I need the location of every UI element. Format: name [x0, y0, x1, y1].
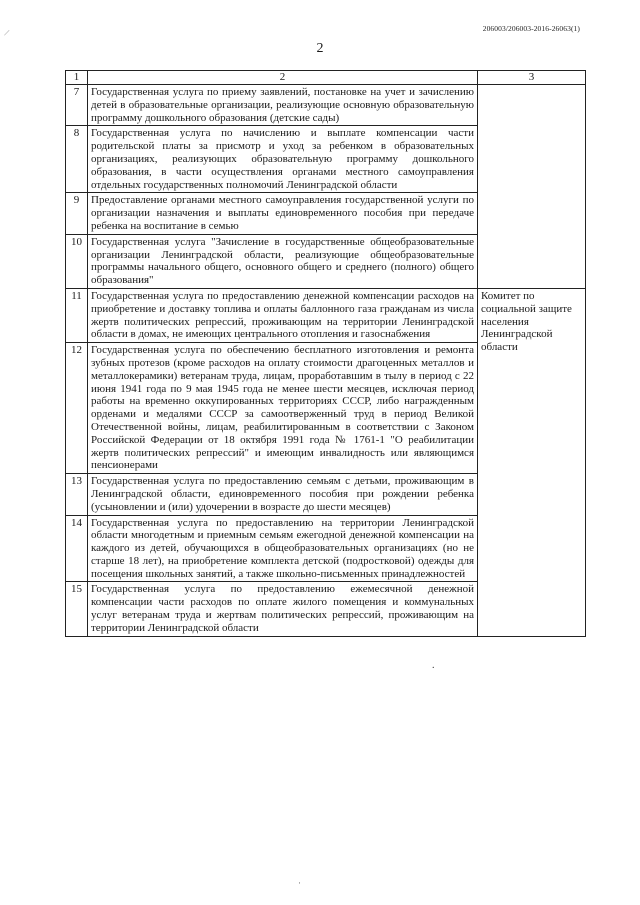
row-number: 12	[66, 343, 88, 474]
document-id: 206003/206003-2016-26063(1)	[482, 24, 580, 33]
margin-mark: /	[2, 27, 10, 40]
page-number: 2	[316, 41, 324, 56]
service-name: Государственная услуга по предоставлению на территории Ленинградской области многодетным и приемным семьям ежегодной денежной компенсации на каждого из детей, обучающихся в общеобразовательных организациях (но не старше 18 лет), на приобретение комплекта детской (подростковой) одежды для посещения школьных занятий, а также школьно-письменных принадлежностей	[88, 515, 478, 582]
service-name: Государственная услуга "Зачисление в государственные общеобразовательные организации Ленинградской области, реализующие общеобразовательные программы начального общего, основного общего и среднего (полного) общего образования"	[88, 234, 478, 288]
service-name: Предоставление органами местного самоуправления государственной услуги по организации назначения и выплаты единовременного пособия при передаче ребенка на воспитание в семью	[88, 193, 478, 234]
column-header: 2	[88, 71, 478, 85]
service-name: Государственная услуга по обеспечению бесплатного изготовления и ремонта зубных протезов (кроме расходов на оплату стоимости драгоценных металлов и металлокерамики) ветеранам труда, лицам, проработавшим в тылу в период с 22 июня 1941 года по 9 мая 1945 года не менее шести месяцев, исключая период работы на временно оккупированных территориях СССР, либо награжденным орденами и медалями СССР за самоотверженный труд в период Великой Отечественной войны, лицам, реабилитированным в соответствии с Законом Российской Федерации от 18 октября 1991 года № 1761-1 "О реабилитации жертв политических репрессий" и имеющим инвалидность или являющимся пенсионерами	[88, 343, 478, 474]
row-number: 15	[66, 582, 88, 636]
row-number: 7	[66, 85, 88, 126]
table-header-row	[66, 71, 586, 85]
row-number: 10	[66, 234, 88, 288]
row-number: 13	[66, 474, 88, 515]
row-number: 11	[66, 288, 88, 342]
column-header: 1	[66, 71, 88, 85]
column-header: 3	[478, 71, 586, 85]
service-name: Государственная услуга по предоставлению семьям с детьми, проживающим в Ленинградской области, единовременного пособия при рождении ребенка (усыновлении и (или) удочерении в возрасте до шести месяцев)	[88, 474, 478, 515]
services-table	[65, 70, 586, 637]
agency-cell	[478, 85, 586, 289]
row-number: 14	[66, 515, 88, 582]
table-row	[66, 85, 586, 126]
table-row	[66, 288, 586, 342]
service-name: Государственная услуга по начислению и выплате компенсации части родительской платы за присмотр и уход за ребенком в образовательных организациях, реализующих образовательную программу дошкольного образования, в части осуществления органами местного самоуправления отдельных государственных полномочий Ленинградской области	[88, 126, 478, 193]
agency-cell: Комитет по социальной защите населения Ленинградской области	[478, 288, 586, 636]
service-name: Государственная услуга по предоставлению ежемесячной денежной компенсации части расходов по оплате жилого помещения и коммунальных услуг ветеранам труда и жертвам политических репрессий, проживающим на территории Ленинградской области	[88, 582, 478, 636]
stray-mark: ·	[298, 878, 301, 888]
row-number: 8	[66, 126, 88, 193]
row-number: 9	[66, 193, 88, 234]
service-name: Государственная услуга по приему заявлений, постановке на учет и зачислению детей в образовательные организации, реализующие основную образовательную программу дошкольного образования (детские сады)	[88, 85, 478, 126]
service-name: Государственная услуга по предоставлению денежной компенсации расходов на приобретение и доставку топлива и оплаты баллонного газа гражданам из числа жертв политических репрессий, проживающим на территории Ленинградской области в домах, не имеющих центрального отопления и газоснабжения	[88, 288, 478, 342]
stray-dot: .	[432, 660, 435, 671]
